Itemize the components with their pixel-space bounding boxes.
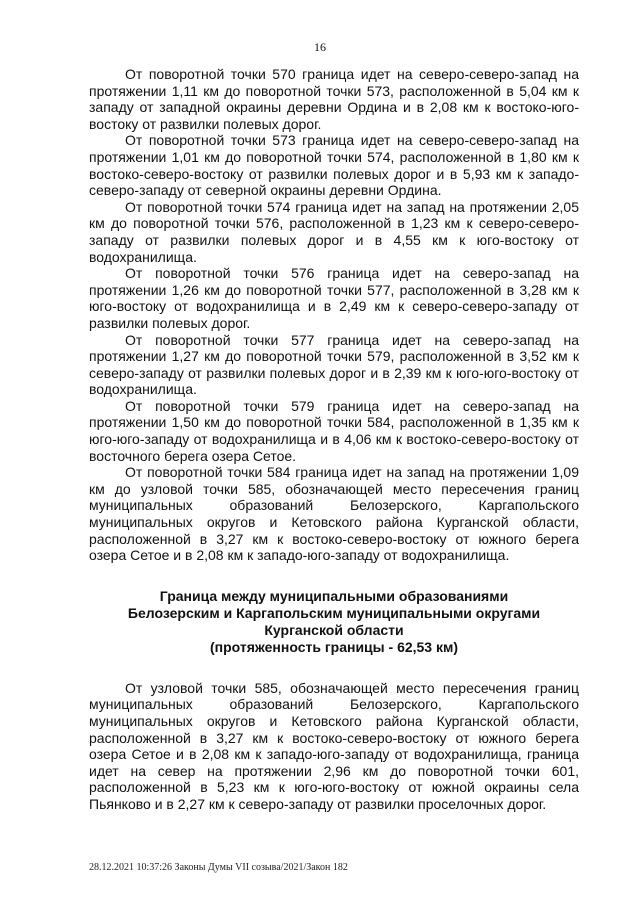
paragraph-7: От поворотной точки 584 граница идет на запад на протяжении 1,09 км до узловой точки 585, обозначающей место пересечения границ муниципальных образований Белозерского, Каргапольского муниципальных округов и Кетовского района Курганской области, расположенной в 3,27 км к востоко-северо-востоку от южного берега озера Сетое и в 2,08 км к западо-юго-западу от водохранилища. xyxy=(89,464,579,564)
paragraph-2: От поворотной точки 573 граница идет на северо-северо-запад на протяжении 1,01 км до поворотной точки 574, расположенной в 1,80 км к востоко-северо-востоку от развилки полевых дорог и в 5,93 км к западо-северо-западу от северной окраины деревни Ордина. xyxy=(89,132,579,199)
paragraph-3: От поворотной точки 574 граница идет на запад на протяжении 2,05 км до поворотной точки 576, расположенной в 1,23 км к северо-северо-западу от развилки полевых дорог и в 4,55 км к юго-востоку от водохранилища. xyxy=(89,198,579,265)
section-heading-line-4: (протяженность границы - 62,53 км) xyxy=(209,638,459,655)
document-body xyxy=(89,66,579,813)
paragraph-4: От поворотной точки 576 граница идет на северо-запад на протяжении 1,26 км до поворотной точки 577, расположенной в 3,28 км к юго-востоку от водохранилища и в 2,49 км к северо-северо-западу от развилки полевых дорог. xyxy=(89,265,579,331)
page-number: 16 xyxy=(314,40,326,54)
section-heading-line-3: Курганской области xyxy=(264,621,404,638)
paragraph-1: От поворотной точки 570 граница идет на северо-северо-запад на протяжении 1,11 км до поворотной точки 573, расположенной в 5,04 км к западу от западной окраины деревни Ордина и в 2,08 км к востоко-юго-востоку от развилки полевых дорог. xyxy=(89,66,579,132)
paragraph-5: От поворотной точки 577 граница идет на северо-запад на протяжении 1,27 км до поворотной точки 579, расположенной в 3,52 км к северо-западу от развилки полевых дорог и в 2,39 км к юго-юго-востоку от водохранилища. xyxy=(89,331,579,398)
footer-stamp: 28.12.2021 10:37:26 Законы Думы VII созыва/2021/Закон 182 xyxy=(89,862,348,873)
section-heading-line-2: Белозерским и Каргапольским муниципальными округами xyxy=(127,604,541,621)
paragraph-6: От поворотной точки 579 граница идет на северо-запад на протяжении 1,50 км до поворотной точки 584, расположенной в 1,35 км к юго-юго-западу от водохранилища и в 4,06 км к востоко-северо-востоку от восточного берега озера Сетое. xyxy=(89,397,579,464)
section-heading xyxy=(89,588,579,656)
section-heading-line-1: Граница между муниципальными образованиями xyxy=(159,587,509,604)
final-paragraph: От узловой точки 585, обозначающей место пересечения границ муниципальных образований Белозерского, Каргапольского муниципальных округов и Кетовского района Курганской области, расположенной в 3,27 км к востоко-северо-востоку от южного берега озера Сетое и в 2,08 км к западо-юго-западу от водохранилища, граница идет на север на протяжении 2,96 км до поворотной точки 601, расположенной в 5,23 км к юго-юго-востоку от южной окраины села Пьянково и в 2,27 км к северо-западу от развилки проселочных дорог. xyxy=(89,679,579,812)
